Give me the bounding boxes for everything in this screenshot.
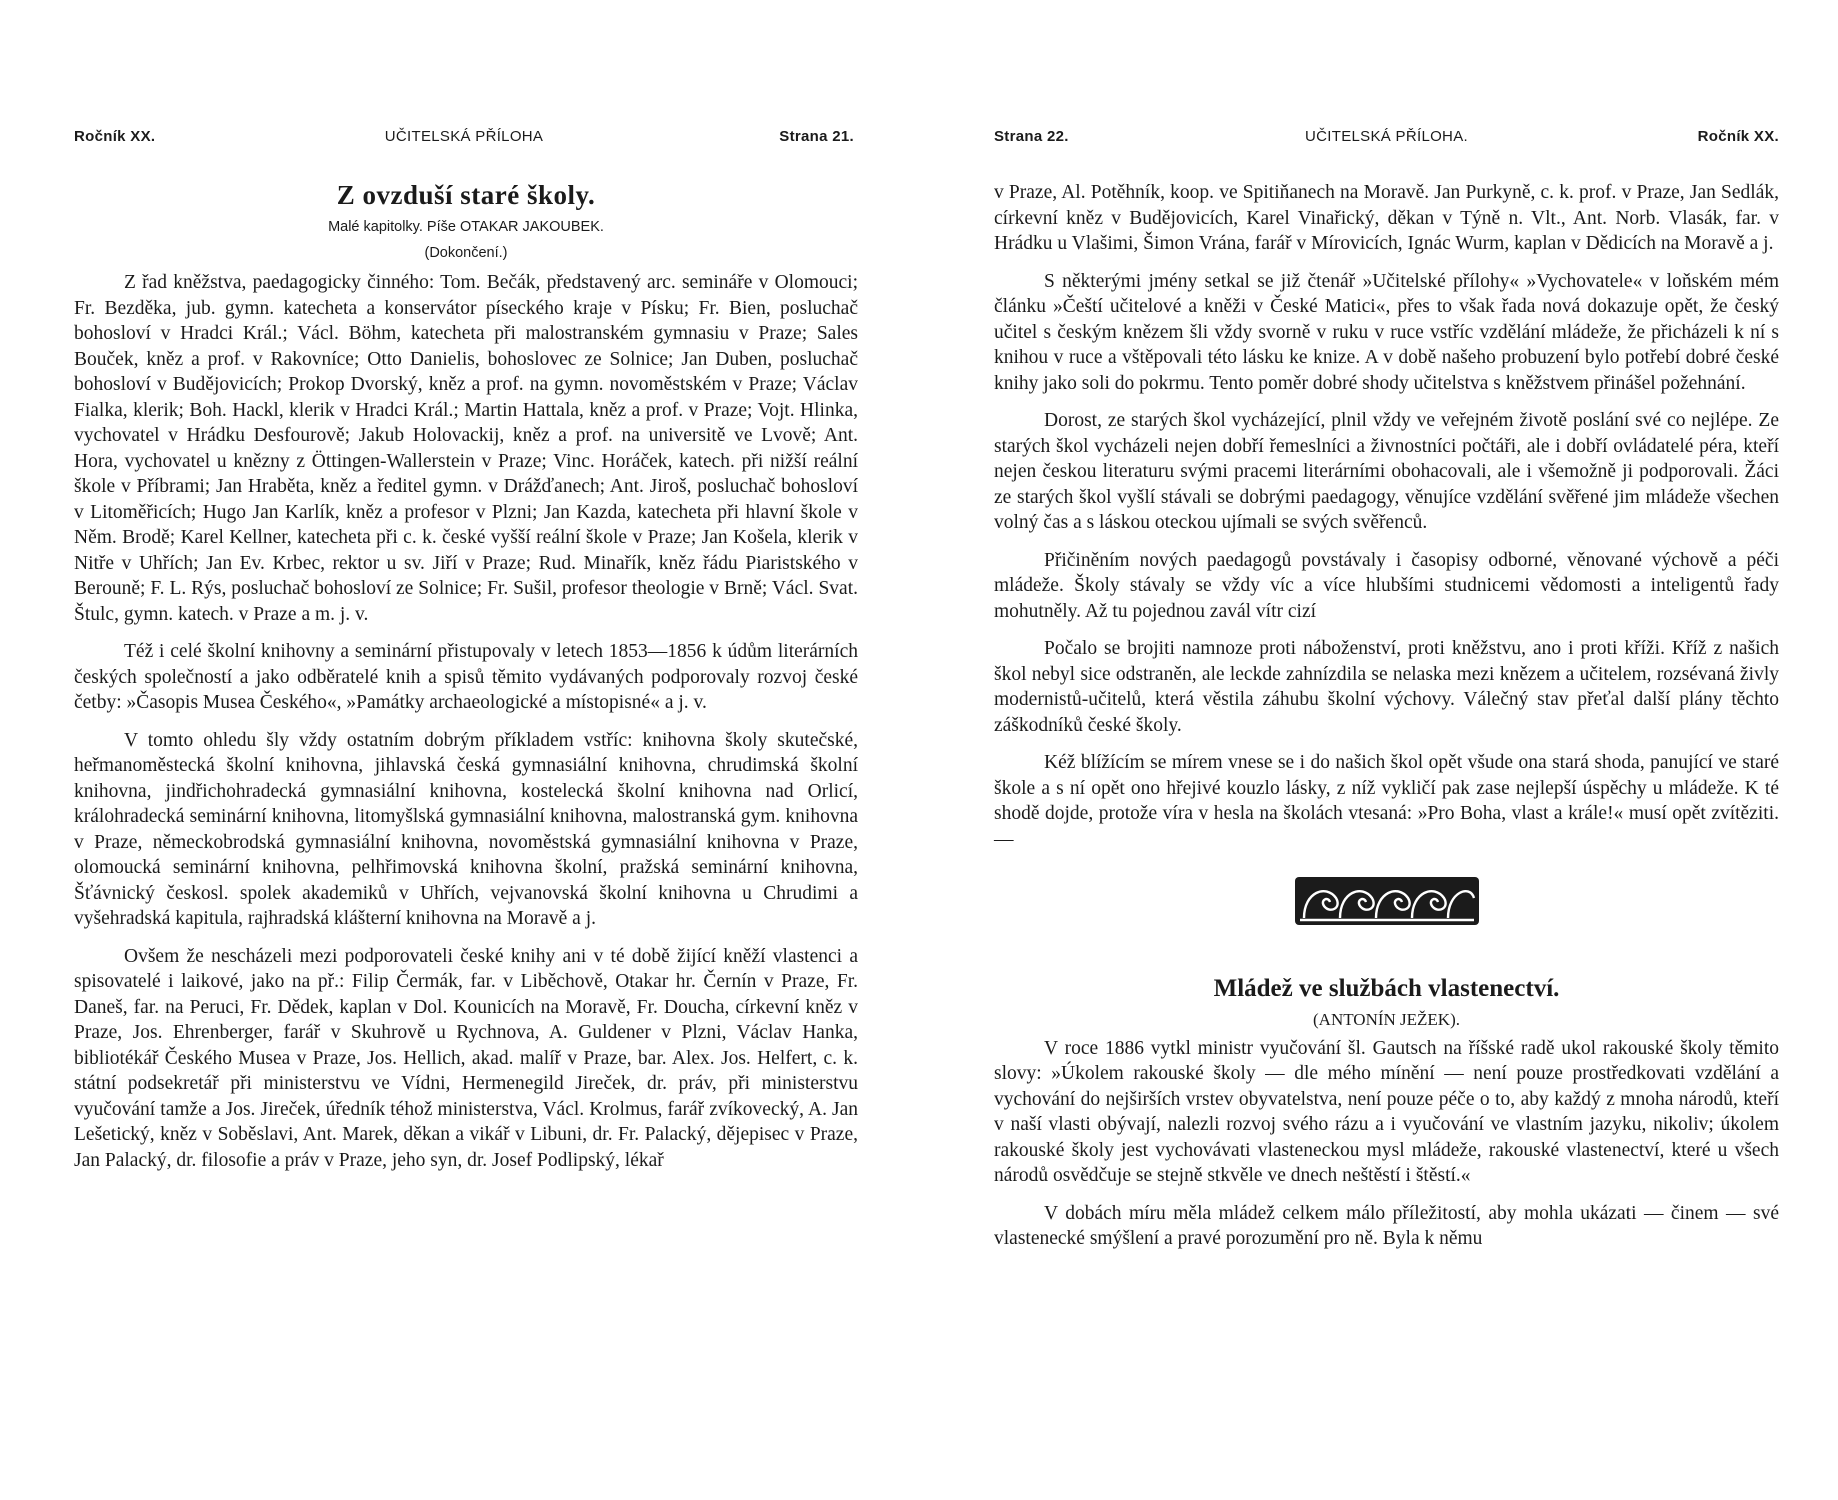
- paragraph: V roce 1886 vytkl ministr vyučování šl. Gautsch na říšské radě ukol rakouské školy těmito slovy: »Úkolem rakouské školy — dle mého mínění — není pouze prostředkovati vzdělání a vychování do nejširších vrstev obyvatelstva, není pouze péče o to, aby každý z mnoha národů, kteří v naší vlasti obývají, nalezli rozvoj svého rázu a i vyučování ve vlastním jazyku, nikoliv; úkolem rakouské školy jest vychovávati vlasteneckou mysl mládeže, rakouské vlastenectví, které u všech národů osvědčuje se stejně stkvěle ve dnech neštěstí i štěstí.«: [994, 1037, 1779, 1186]
- floral-ornament-icon: [1292, 874, 1482, 928]
- paragraph: v Praze, Al. Potěhník, koop. ve Spitiňanech na Moravě. Jan Purkyně, c. k. prof. v Praze, Jan Sedlák, církevní kněz v Budějovicích, Karel Vinařický, děkan v Týně n. Vlt., Ant. Norb. Vlasák, far. v Hrádku u Vlašimi, Šimon Vrána, farář v Mírovicích, Ignác Wurm, kaplan v Dědicích na Moravě a j.: [994, 182, 1779, 254]
- journal-title: UČITELSKÁ PŘÍLOHA.: [1305, 128, 1468, 145]
- article-body: [994, 180, 1779, 1264]
- right-page: [919, 0, 1838, 1500]
- volume-label: Ročník XX.: [74, 128, 156, 145]
- paragraph: Ovšem že nescházeli mezi podporovateli české knihy ani v té době žijící kněží vlastenci a spisovatelé i laikové, jako na př.: Filip Čermák, far. v Liběchově, Otakar hr. Černín v Praze, Fr. Daneš, far. na Peruci, Fr. Dědek, kaplan v Dol. Kounicích na Moravě, Fr. Doucha, církevní kněz v Praze, Jos. Ehrenberger, farář v Skuhrově u Rychnova, A. Guldener v Plzni, Václav Hanka, bibliotékář Českého Musea v Praze, Jos. Hellich, akad. malíř v Praze, bar. Alex. Jos. Helfert, c. k. státní podsekretář při ministerstvu ve Vídni, Hermenegild Jireček, dr. práv, při ministerstvu vyučování tamže a Jos. Jireček, úředník téhož ministerstva, Václ. Krolmus, farář zvíkovecký, A. Jan Lešetický, kněz v Soběslavi, Ant. Marek, děkan a vikář v Libuni, dr. Fr. Palacký, dějepisec v Praze, Jan Palacký, dr. filosofie a práv v Praze, jeho syn, dr. Josef Podlipský, lékař: [74, 945, 858, 1171]
- paragraph: V tomto ohledu šly vždy ostatním dobrým příkladem vstříc: knihovna školy skutečské, heřmanoměstecká školní knihovna, jihlavská česká gymnasiální knihovna, chrudimská školní knihovna, jindřichohradecká gymnasiální knihovna, kostelecká školní knihovna nad Orlicí, králohradecká seminární knihovna, litomyšlská gymnasiální knihovna, malostranská gym. knihovna v Praze, německobrodská gymnasiální knihovna, novoměstská gymnasiální knihovna v Praze, olomoucká seminární knihovna, pelhřimovská knihovna školní, pražská seminární knihovna, Šťávnický českosl. spolek akademiků v Uhřích, vejvanovská školní knihovna u Chrudimi a vyšehradská kapitula, rajhradská klášterní knihovna na Moravě a j.: [74, 729, 858, 929]
- article-title: Z ovzduší staré školy.: [336, 180, 596, 210]
- running-header: [994, 128, 1779, 150]
- paragraph: Též i celé školní knihovny a seminární přistupovaly v letech 1853—1856 k údům literárních českých společností a jako odběratelé knih a spisů těmito vydávaných podporovaly rozvoj české četby: »Časopis Musea Českého«, »Památky archaeologické a místopisné« a j. v.: [74, 641, 858, 713]
- continuation-note: (Dokončení.): [424, 245, 508, 261]
- paragraph: S některými jmény setkal se již čtenář »Učitelské přílohy« »Vychovatele« v loňském mém článku »Čeští učitelové a kněži v České Matici«, přes to však řada nová dokazuje opět, že český učitel s českým knězem šli vždy svorně v ruku v ruce vstříc vzdělání mládeže, že přicházeli k ní s knihou v ruce a vštěpovali této lásku ke knize. A v době našeho probuzení bylo potřebí dobré české knihy jako soli do pokrmu. Tento poměr dobré shody učitelstva s kněžstvem přinášel požehnání.: [994, 270, 1779, 394]
- paragraph: Z řad kněžstva, paedagogicky činného: Tom. Bečák, představený arc. semináře v Olomouci; Fr. Bezděka, jub. gymn. katecheta a konservátor píseckého kraje v Písku; Fr. Bien, posluchač bohosloví v Hradci Král.; Václ. Böhm, katecheta při malostranském gymnasiu v Praze; Sales Bouček, kněz a prof. v Rakovníce; Otto Danielis, bohoslovec ze Solnice; Jan Duben, posluchač bohosloví v Budějovicích; Prokop Dvorský, kněz a prof. na gymn. novoměstském v Praze; Václav Fialka, klerik; Boh. Hackl, klerik v Hradci Král.; Martin Hattala, kněz a prof. v Praze; Vojt. Hlinka, vychovatel v Hrádku Desfourově; Jakub Holovackij, kněz a prof. na universitě ve Lvově; Ant. Hora, vychovatel u knězny z Öttingen-Wallerstein v Praze; Vinc. Horáček, katech. při nižší reální škole v Příbrami; Jan Hraběta, kněz a ředitel gymn. v Drážďanech; Ant. Jiroš, posluchač bohosloví v Litoměřicích; Hugo Jan Karlík, kněz a profesor v Plzni; Jan Kazda, katecheta při hlavní škole v Něm. Brodě; Karel Kellner, katecheta při c. k. české vyšší reální škole v Praze; Jan Košela, klerik v Nitře v Uhřích; Jan Ev. Krbec, rektor u sv. Jiří v Praze; Rud. Minařík, kněz řádu Piaristského v Berouně; F. L. Rýs, posluchač bohosloví ze Solnice; Fr. Sušil, profesor theologie v Brně; Václ. Svat. Štulc, gymn. katech. v Praze a m. j. v.: [74, 272, 858, 625]
- article-body: [74, 180, 858, 1185]
- page-number: Strana 22.: [994, 128, 1069, 145]
- volume-label: Ročník XX.: [1697, 128, 1779, 145]
- running-header: [74, 128, 854, 150]
- article-subtitle: Malé kapitolky. Píše OTAKAR JAKOUBEK.: [328, 219, 604, 235]
- paragraph: Přičiněním nových paedagogů povstávaly i časopisy odborné, věnované výchově a péči mládeže. Školy stávaly se vždy víc a více hlubšími studnicemi vědomosti a inteligentů řady mohutněly. Až tu pojednou zavál vítr cizí: [994, 549, 1779, 622]
- ornament-divider: [994, 874, 1779, 936]
- page-number: Strana 21.: [779, 128, 854, 145]
- article2-author: (ANTONÍN JEŽEK).: [1313, 1009, 1460, 1029]
- paragraph: V dobách míru měla mládež celkem málo příležitostí, aby mohla ukázati — činem — své vlastenecké smýšlení a pravé porozumění pro ně. Byla k němu: [994, 1202, 1779, 1249]
- article2-title: Mládež ve službách vlastenectví.: [1213, 974, 1560, 1002]
- paragraph: Dorost, ze starých škol vycházející, plnil vždy ve veřejném životě poslání své co nejlépe. Ze starých škol vycházeli nejen dobří řemeslníci a živnostníci počtáři, ale i dobří ovládatelé péra, kteří nejen českou literaturu svými pracemi literárními obohacovali, ale i všemožně ji podporovali. Žáci ze starých škol vyšlí stávali se dobrými paedagogy, věnujíce vzdělání svěřené jim mládeže všechen volný čas a s láskou oteckou ujímali se svých svěřenců.: [994, 410, 1779, 533]
- paragraph: Kéž blížícím se mírem vnese se i do našich škol opět všude ona stará shoda, panující ve staré škole a s ní opět ono hřejivé kouzlo lásky, z níž vykličí pak zase nejlepší úspěchy u mládeže. K té shodě dojde, protože víra v hesla na školách vtesaná: »Pro Boha, vlast a krále!« musí opět zvítěziti. —: [994, 752, 1779, 850]
- paragraph: Počalo se brojiti namnoze proti náboženství, proti kněžstvu, ano i proti kříži. Kříž z našich škol nebyl sice odstraněn, ale leckde zahnízdila se nelaska mezi knězem a učitelem, rozsévaná živly modernistů-učitelů, která věstila záhubu školní výchovy. Válečný stav přeťal další plány těchto záškodníků české školy.: [994, 638, 1779, 736]
- journal-title: UČITELSKÁ PŘÍLOHA: [384, 128, 544, 145]
